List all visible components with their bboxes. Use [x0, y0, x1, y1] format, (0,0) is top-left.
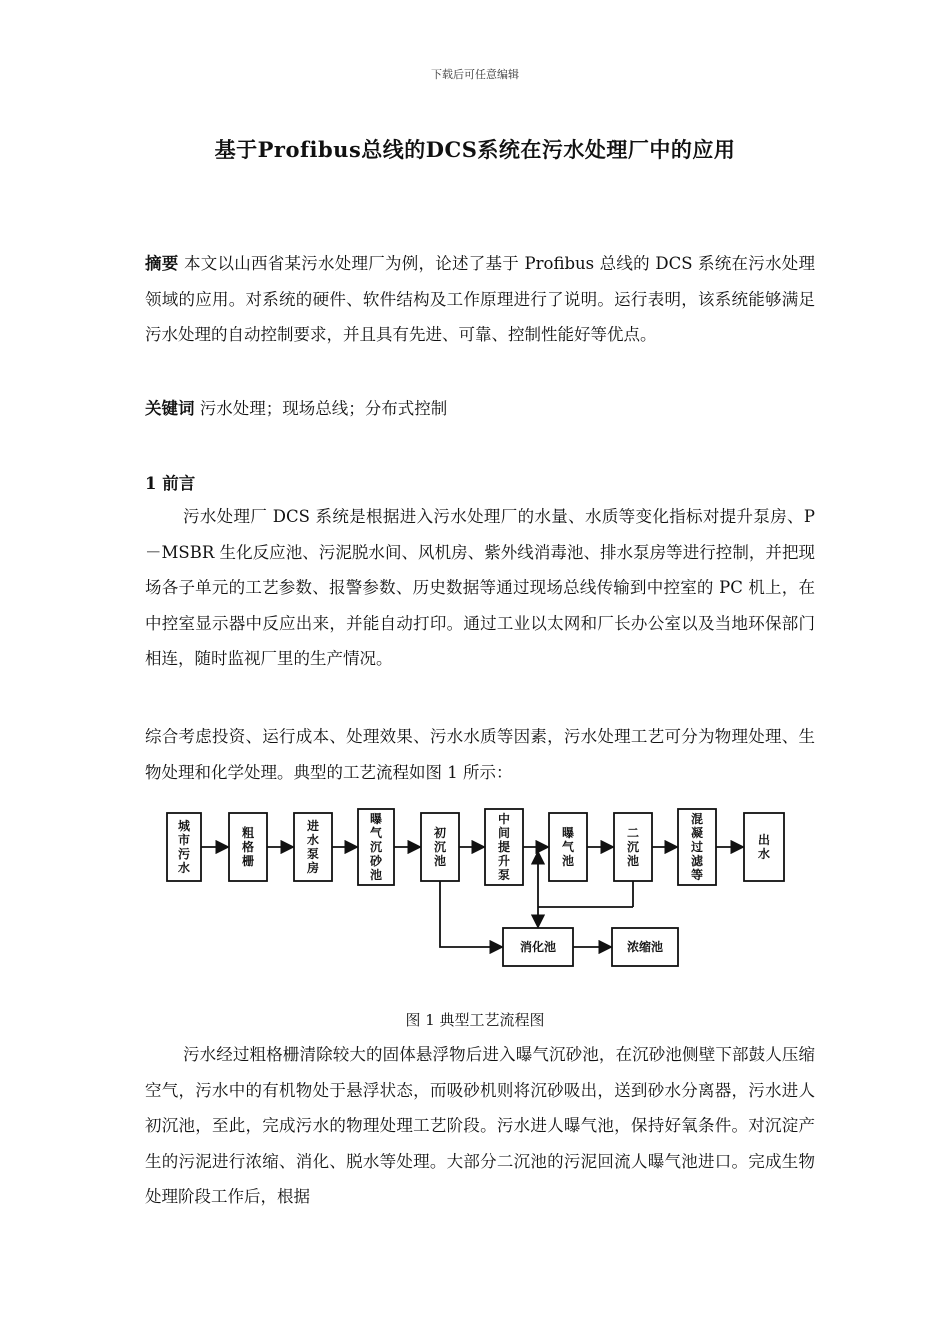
intro-paragraph-1: 污水处理厂 DCS 系统是根据进入污水处理厂的水量、水质等变化指标对提升泵房、P－MSBR 生化反应池、污泥脱水间、风机房、紫外线消毒池、排水泵房等进行控制，并把现场各子单元的工艺参数、报警参数、历史数据等通过现场总线传输到中控室的 PC 机上，在中控室显示器中反应出来，并能自动打印。通过工业以太网和厂长办公室以及当地环保部门相连，随时监视厂里的生产情况。 [145, 507, 815, 668]
label-thicken: 浓缩池 [626, 940, 664, 954]
body-paragraph-3: 污水经过粗格栅清除较大的固体悬浮物后进入曝气沉砂池，在沉砂池侧壁下部鼓人压缩空气，污水中的有机物处于悬浮状态，而吸砂机则将沉砂吸出，送到砂水分离器，污水进人初沉池，至此，完成污水的物理处理工艺阶段。污水进人曝气池，保持好氧条件。对沉淀产生的污泥进行浓缩、消化、脱水等处理。大部分二沉池的污泥回流人曝气池进口。完成生物处理阶段工作后，根据 [145, 1045, 815, 1206]
label-lift: 中间提升泵 [497, 812, 511, 882]
abstract-label: 摘要 [145, 254, 179, 273]
abstract-paragraph [145, 246, 815, 353]
label-out: 出水 [757, 833, 771, 861]
label-coag: 混凝过滤等 [690, 812, 704, 882]
label-aeration: 曝气池 [561, 826, 575, 868]
page-title: 基于Profibus总线的DCS系统在污水处理厂中的应用 [214, 137, 736, 162]
keywords-text: 污水处理；现场总线；分布式控制 [199, 399, 448, 418]
keywords-label: 关键词 [145, 399, 195, 418]
section-heading: 1 前言 [145, 474, 196, 493]
label-pump: 进水泵房 [306, 819, 320, 875]
label-digest: 消化池 [519, 940, 557, 954]
label-secondary: 二沉池 [626, 826, 640, 868]
header-note: 下载后可任意编辑 [431, 68, 519, 81]
label-grid: 粗格栅 [241, 826, 255, 868]
label-grit: 曝气沉砂池 [369, 812, 383, 882]
process-flow-diagram [155, 805, 771, 975]
figure-caption: 图 1 典型工艺流程图 [405, 1011, 545, 1029]
keywords-paragraph [145, 391, 815, 427]
abstract-text: 本文以山西省某污水处理厂为例，论述了基于 Profibus 总线的 DCS 系统在污水处理领域的应用。对系统的硬件、软件结构及工作原理进行了说明。运行表明，该系统能够满足污水处理的自动控制要求，并且具有先进、可靠、控制性能好等优点。 [145, 254, 816, 344]
label-primary: 初沉池 [433, 826, 447, 868]
intro-paragraph-2: 综合考虑投资、运行成本、处理效果、污水水质等因素，污水处理工艺可分为物理处理、生物处理和化学处理。典型的工艺流程如图 1 所示： [145, 727, 815, 782]
label-city: 城市污水 [177, 819, 191, 875]
